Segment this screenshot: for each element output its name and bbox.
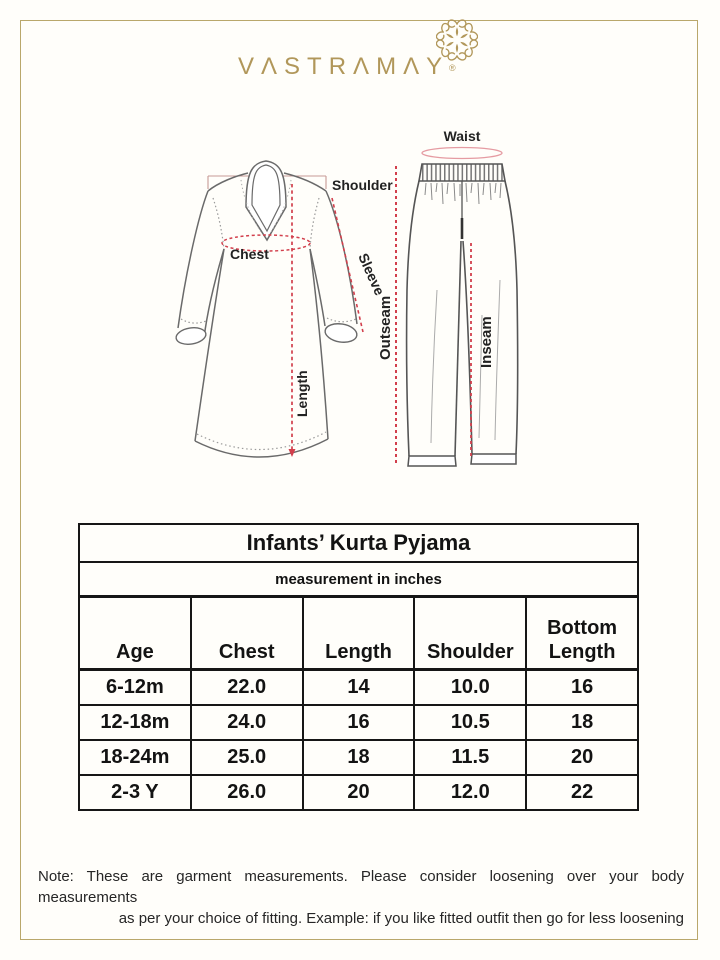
brand-wordmark: VΛSTRΛMΛY [238, 53, 450, 80]
cell-bottom-length: 22 [526, 775, 638, 810]
brand-ornament-icon [436, 19, 478, 61]
outseam-label: Outseam [377, 295, 394, 360]
measurement-note [38, 866, 684, 929]
cell-length: 18 [303, 740, 415, 775]
cell-bottom-length: 16 [526, 670, 638, 706]
table-row [79, 740, 638, 775]
table-row [79, 670, 638, 706]
cell-length: 20 [303, 775, 415, 810]
cell-chest: 26.0 [191, 775, 303, 810]
kurta-diagram [175, 161, 393, 457]
table-row [79, 705, 638, 740]
note-line-1: Note: These are garment measurements. Please consider loosening over your body measurements [38, 868, 684, 906]
cell-age: 18-24m [79, 740, 191, 775]
waist-label: Waist [443, 128, 481, 144]
sleeve-label: Sleeve [355, 250, 388, 298]
cell-chest: 25.0 [191, 740, 303, 775]
cell-bottom-length: 18 [526, 705, 638, 740]
cell-age: 12-18m [79, 705, 191, 740]
cell-shoulder: 10.5 [414, 705, 526, 740]
length-label: Length [294, 370, 310, 417]
column-header-shoulder: Shoulder [414, 597, 526, 670]
size-chart-table [78, 523, 639, 811]
cell-age: 6-12m [79, 670, 191, 706]
cell-chest: 24.0 [191, 705, 303, 740]
table-row [79, 775, 638, 810]
cell-bottom-length: 20 [526, 740, 638, 775]
inseam-label: Inseam [478, 316, 495, 368]
cell-length: 16 [303, 705, 415, 740]
table-subtitle: measurement in inches [79, 562, 638, 597]
registered-trademark: ® [449, 63, 456, 73]
cell-shoulder: 11.5 [414, 740, 526, 775]
note-line-2: as per your choice of fitting. Example: if you like fitted outfit then go for less loosening [118, 910, 684, 927]
table-title: Infants’ Kurta Pyjama [79, 524, 638, 562]
cell-shoulder: 10.0 [414, 670, 526, 706]
shoulder-label: Shoulder [332, 177, 393, 193]
garment-measurement-diagram [160, 110, 600, 510]
column-header-age: Age [79, 597, 191, 670]
cell-shoulder: 12.0 [414, 775, 526, 810]
pyjama-diagram [377, 128, 518, 466]
cell-length: 14 [303, 670, 415, 706]
table-header-row [79, 597, 638, 670]
cell-chest: 22.0 [191, 670, 303, 706]
column-header-length: Length [303, 597, 415, 670]
chest-label: Chest [230, 246, 269, 262]
cell-age: 2-3 Y [79, 775, 191, 810]
column-header-chest: Chest [191, 597, 303, 670]
column-header-bottom-length: Bottom Length [526, 597, 638, 670]
